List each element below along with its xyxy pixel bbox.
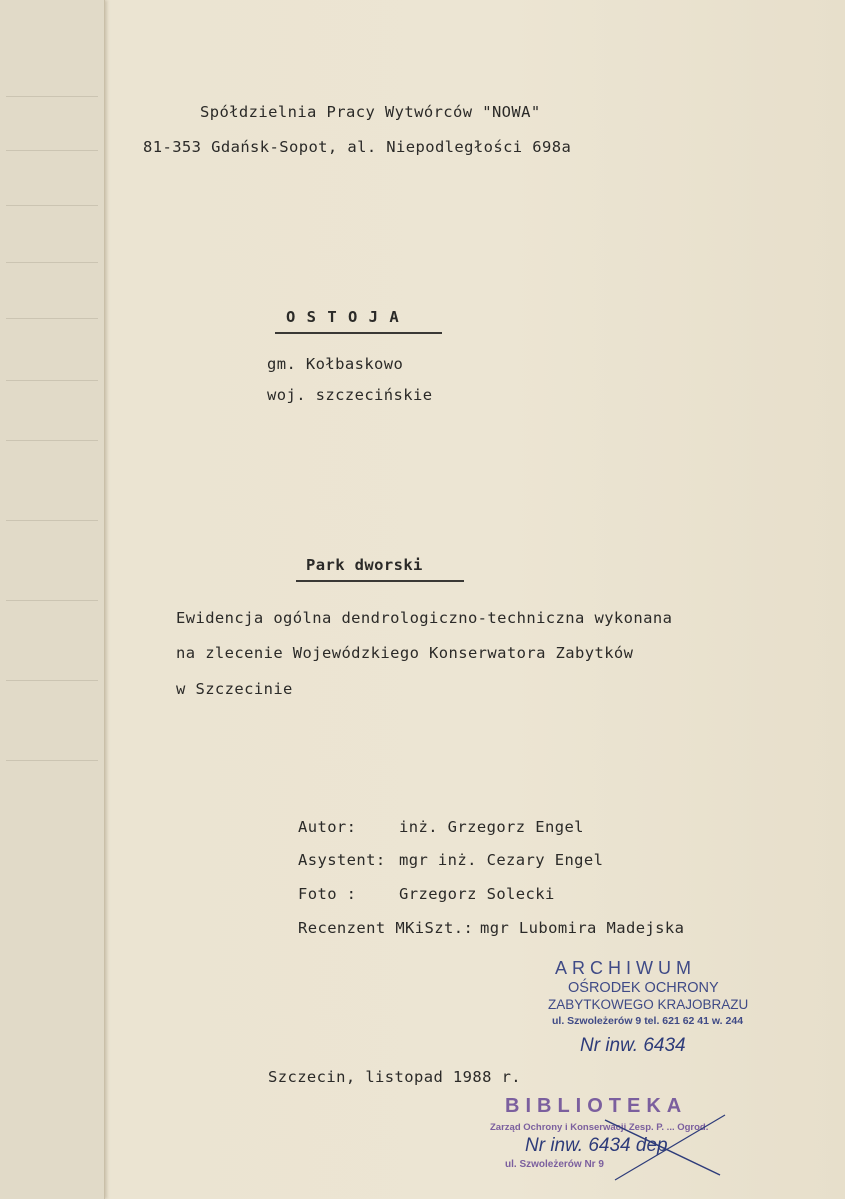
library-inventory-number: Nr inw. 6434 dep	[525, 1135, 668, 1156]
document-title: O S T O J A	[286, 308, 400, 326]
subject-heading: Park dworski	[306, 556, 423, 574]
author-label: Autor:	[298, 818, 357, 836]
author-value: inż. Grzegorz Engel	[399, 818, 584, 836]
photo-label: Foto :	[298, 885, 357, 903]
library-stamp-line2: Zarząd Ochrony i Konserwacji Zesp. P. ... Ogrod.	[490, 1122, 709, 1133]
cooperative-address: 81-353 Gdańsk-Sopot, al. Niepodległości 698a	[143, 138, 572, 156]
title-gmina: gm. Kołbaskowo	[267, 355, 404, 373]
library-stamp-line1: BIBLIOTEKA	[505, 1095, 688, 1117]
subject-desc-line2: na zlecenie Wojewódzkiego Konserwatora Zabytków	[176, 644, 634, 662]
archive-inventory-number: Nr inw. 6434	[580, 1035, 686, 1056]
photo-value: Grzegorz Solecki	[399, 885, 555, 903]
archive-stamp-line1: ARCHIWUM	[555, 958, 696, 978]
archive-stamp-line4: ul. Szwoleżerów 9 tel. 621 62 41 w. 244	[552, 1015, 744, 1027]
reviewer-label: Recenzent MKiSzt.:	[298, 919, 474, 937]
assistant-value: mgr inż. Cezary Engel	[399, 851, 604, 869]
place-and-date: Szczecin, listopad 1988 r.	[268, 1068, 522, 1086]
library-stamp-line3: ul. Szwoleżerów Nr 9	[505, 1159, 604, 1170]
underlying-sheet-edge	[0, 0, 105, 1199]
cooperative-name: Spółdzielnia Pracy Wytwórców "NOWA"	[200, 103, 541, 121]
assistant-label: Asystent:	[298, 851, 386, 869]
handwritten-strike-mark	[600, 1110, 730, 1185]
archive-stamp-line2: OŚRODEK OCHRONY	[568, 980, 719, 996]
reviewer-value: mgr Lubomira Madejska	[480, 919, 685, 937]
archive-stamp-line3: ZABYTKOWEGO KRAJOBRAZU	[548, 997, 749, 1012]
subject-desc-line3: w Szczecinie	[176, 680, 293, 698]
title-voivodeship: woj. szczecińskie	[267, 386, 433, 404]
subject-underline	[296, 580, 464, 582]
title-underline	[275, 332, 442, 334]
subject-desc-line1: Ewidencja ogólna dendrologiczno-techniczna wykonana	[176, 609, 673, 627]
